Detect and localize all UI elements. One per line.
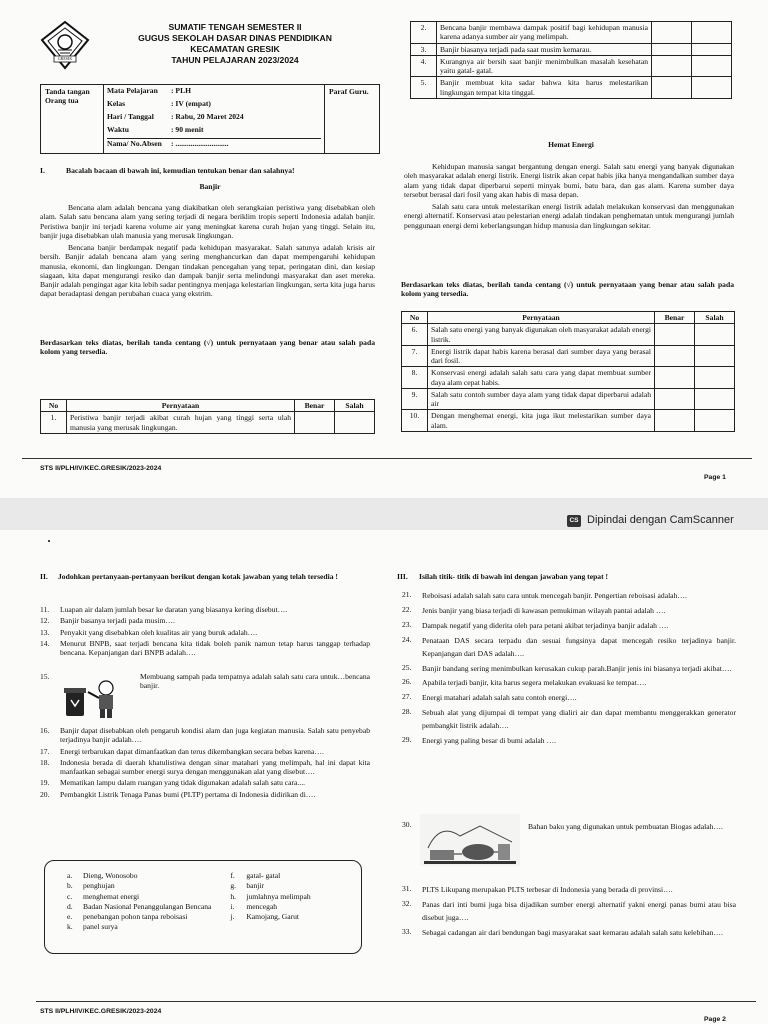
question-item: 23. Dampak negatif yang diderita oleh para petani akibat terjadinya banjir adalah ….: [402, 619, 669, 630]
matching-questions-a: [40, 605, 370, 659]
boy-throwing-trash-icon: [62, 678, 122, 720]
salah-cell[interactable]: [692, 22, 732, 44]
question-item: 24. Penataan DAS secara terpadu dan sesuai fungsinya dapat mencegah resiko terjadinya banjir. Kepanjangan dari DAS adalah….: [402, 634, 736, 658]
header-line1: SUMATIF TENGAH SEMESTER II: [168, 22, 302, 32]
parent-signature-label: Tanda tangan Orang tua: [45, 87, 90, 106]
footer-divider: [22, 458, 752, 459]
camscanner-icon: CS: [567, 515, 581, 527]
page-number: Page 1: [704, 474, 726, 481]
table-row: 10. Dengan menghemat energi, kita juga ikut melestarikan sumber daya alam.: [402, 410, 735, 432]
question-item: 21. Reboisasi adalah salah satu cara untuk mencegah banjir. Pengertian reboisasi adalah….: [402, 590, 687, 600]
table-row: 2. Bencana banjir membawa dampak positif bagi kehidupan manusia karena adanya sumber air yang melimpah.: [411, 22, 732, 44]
info-row: Kelas : IV (empat): [107, 99, 211, 108]
table-row: 4. Kurangnya air bersih saat banjir menimbulkan masalah kesehatan yaitu gatal- gatal.: [411, 55, 732, 77]
answer-option: g. banjir: [230, 881, 265, 891]
table-row: 1. Peristiwa banjir terjadi akibat curah hujan yang tinggi serta ulah manusia yang merusak lingkungan.: [41, 412, 375, 434]
question-15-text: Membuang sampah pada tempatnya adalah salah satu cara untuk…bencana banjir.: [140, 672, 370, 691]
statement-table-2: [401, 311, 735, 432]
table-row: 3. Banjir biasanya terjadi pada saat musim kemarau.: [411, 43, 732, 55]
page-number: Page 2: [704, 1016, 726, 1023]
benar-cell[interactable]: [655, 367, 695, 389]
page-1: [0, 0, 768, 498]
table-row: 8. Konservasi energi adalah salah satu cara yang dapat membuat sumber daya alam cepat habis.: [402, 367, 735, 389]
answer-option: h. jumlahnya melimpah: [230, 891, 311, 901]
benar-cell[interactable]: [652, 43, 692, 55]
salah-cell[interactable]: [695, 345, 735, 367]
question-30-number: 30.: [402, 820, 412, 829]
info-row: Hari / Tanggal : Rabu, 20 Maret 2024: [107, 112, 244, 121]
question-item: 28. Sebuah alat yang dijumpai di tempat yang dialiri air dan dapat membantu menggerakkan generator pembangkit listrik adalah….: [402, 707, 736, 731]
benar-cell[interactable]: [652, 22, 692, 44]
section3-instruction: III. Isilah titik- titik di bawah ini dengan jawaban yang tepat !: [397, 572, 609, 581]
answer-option: j. Kamojang, Garut: [230, 912, 300, 921]
table-row: 5. Banjir membuat kita sadar bahwa kita harus melestarikan lingkungan tempat kita tinggal.: [411, 77, 732, 99]
answer-option: k. panel surya: [67, 922, 118, 932]
question-item: 33. Sebagai cadangan air dari bendungan bagi masyarakat saat kemarau adalah salah satu kelebihan….: [402, 926, 723, 937]
question-item: 13. Penyakit yang disebabkan oleh kualitas air yang buruk adalah….: [40, 627, 258, 637]
header-line4: TAHUN PELAJARAN 2023/2024: [171, 55, 299, 65]
question-item: 17. Energi terbarukan dapat dimanfaatkan dan terus dikembangkan secara bebas karena….: [40, 746, 324, 756]
answer-box: [44, 860, 362, 954]
salah-cell[interactable]: [695, 410, 735, 432]
fill-questions-b: [402, 884, 736, 942]
header-line2: GUGUS SEKOLAH DASAR DINAS PENDIDIKAN: [138, 33, 332, 43]
salah-cell[interactable]: [692, 55, 732, 77]
question-item: 12. Banjir basanya terjadi pada musim….: [40, 616, 175, 626]
statement-table-1: [40, 399, 375, 434]
info-row: Nama/ No.Absen : ............................: [107, 138, 321, 151]
logo-text: GRESIK: [57, 56, 73, 61]
question-item: 19. Mematikan lampu dalam ruangan yang tidak digunakan adalah salah satu cara....: [40, 778, 306, 788]
question-item: 32. Panas dari inti bumi juga bisa dijadikan sumber energi alternatif yakni energi panas bumi atau bisa disebut juga….: [402, 898, 736, 922]
answer-option: b. penghujan: [67, 881, 115, 891]
benar-cell[interactable]: [655, 388, 695, 410]
salah-cell[interactable]: [692, 43, 732, 55]
gresik-logo-icon: [40, 20, 90, 70]
reading-paragraph: Kehidupan manusia sangat bergantung dengan energi. Salah satu energi yang banyak digunakan oleh masyarakat adalah energi listrik. Energi listrik akan cepat habis jika hanya mengandalkan sumber daya alam yang tidak dapat diperbarui seperti minyak bumi, batu bara, dan gas alam. Karena sumber daya tersebut berasal dari fosil yang akan habis di masa depan.: [404, 162, 734, 199]
table-header-row: No Pernyataan Benar Salah: [402, 312, 735, 324]
teacher-initial-label: Paraf Guru.: [329, 87, 369, 96]
answer-option: c. menghemat energi: [67, 891, 140, 901]
question-item: 16. Banjir dapat disebabkan oleh pengaruh kondisi alam dan juga kegiatan manusia. Salah satu penyebab terjadinya banjir adalah….: [40, 726, 370, 745]
biogas-diagram-icon: [420, 814, 520, 866]
table-row: 9. Salah satu contoh sumber daya alam yang tidak dapat diperbarui adalah air: [402, 388, 735, 410]
matching-questions-b: [40, 726, 370, 801]
answer-option: d. Badan Nasional Penanggulangan Bencana: [67, 901, 212, 911]
question-item: 18. Indonesia berada di daerah khatulistiwa dengan sinar matahari yang melimpah, hal ini dapat kita manfaatkan sebagai sumber energi surya dengan menggunakan alat yang disebut….: [40, 757, 370, 776]
benar-cell[interactable]: [295, 412, 335, 434]
salah-cell[interactable]: [692, 77, 732, 99]
benar-cell[interactable]: [652, 77, 692, 99]
question-item: 14. Menurut BNPB, saat terjadi bencana kita tidak boleh panik namun tetap harus tanggap terhadap bencana. Kepanjangan dari BNPB adalah….: [40, 638, 370, 657]
question-item: 29. Energi yang paling besar di bumi adalah ….: [402, 735, 556, 746]
table2-instruction: Berdasarkan teks diatas, berilah tanda centang (√) untuk pernyataan yang benar atau salah pada kolom yang tersedia.: [401, 280, 734, 299]
camscanner-watermark: CS Dipindai dengan CamScanner: [567, 514, 734, 527]
table-header-row: No Pernyataan Benar Salah: [41, 400, 375, 412]
answer-option: e. penebangan pohon tanpa reboisasi: [67, 912, 188, 921]
question-item: 11. Luapan air dalam jumlah besar ke daratan yang biasanya kering disebut….: [40, 605, 288, 614]
benar-cell[interactable]: [655, 345, 695, 367]
info-row: Mata Pelajaran : PLH: [107, 86, 192, 95]
reading-title-hemat-energi: Hemat Energi: [548, 140, 594, 149]
answer-option: i. mencegah: [230, 901, 278, 911]
answer-option: a. Dieng, Wonosobo: [67, 871, 138, 880]
header-line3: KECAMATAN GRESIK: [190, 44, 280, 54]
benar-cell[interactable]: [652, 55, 692, 77]
question-item: 22. Jenis banjir yang biasa terjadi di kawasan pemukiman wilayah pantai adalah ….: [402, 604, 666, 615]
student-info-box: [40, 84, 380, 154]
reading-paragraph: Bencana alam adalah bencana yang diakibatkan oleh serangkaian peristiwa yang disebabkan oleh alam. Salah satu bencana alam yang sering terjadi di negara beriklim tropis seperti Indonesia adalah banjir. Peristiwa banjir ini terjadi karena volume air yang meningkat karena curah hujan yang tinggi. Selain itu, banjir juga disebabkan ulah manusia yang merusak lingkungan.: [40, 203, 375, 240]
answer-option: f. gatal- gatal: [230, 871, 281, 880]
salah-cell[interactable]: [695, 324, 735, 346]
page-2: [0, 530, 768, 1024]
footer-code: STS II/PLH/IV/KEC.GRESIK/2023-2024: [40, 465, 162, 472]
reading-hemat-energi: [404, 162, 734, 233]
fill-questions-a: [402, 590, 736, 750]
benar-cell[interactable]: [655, 324, 695, 346]
reading-banjir: [40, 203, 375, 302]
section1-instruction: I. Bacalah bacaan di bawah ini, kemudian tentukan benar dan salahnya!: [40, 166, 295, 175]
statement-table-1-cont: [410, 21, 732, 99]
footer-divider: [36, 1001, 756, 1002]
table-row: 7. Energi listrik dapat habis karena berasal dari sumber daya yang berasal dari fosil.: [402, 345, 735, 367]
reading-paragraph: Bencana banjir berdampak negatif pada kehidupan masyarakat. Salah satunya adalah krisis air bersih. Banjir adalah bencana alam yang sering menghancurkan dan dapat mempengaruhi kehidupan manusia, ekonomi, dan lingkungan. Dengan tindakan pencegahan yang tepat, peringatan dini, dan kesiap siagaan, kita dapat mengurangi resiko dan dampak banjir serta melindungi masyarakat dan aset mereka. Banjir adalah pengingat agar kita lebih sadar pentingnya menjaga kelestarian lingkungan, serta kita juga harus dapat beradaptasi dengan perubahan cuaca yang ekstrim.: [40, 243, 375, 299]
salah-cell[interactable]: [695, 367, 735, 389]
benar-cell[interactable]: [655, 410, 695, 432]
info-rows: [107, 86, 321, 151]
salah-cell[interactable]: [335, 412, 375, 434]
exam-header: [100, 22, 370, 66]
info-row: Waktu : 90 menit: [107, 125, 204, 134]
question-30-text: Bahan baku yang digunakan untuk pembuatan Biogas adalah….: [528, 822, 723, 831]
table1-instruction: Berdasarkan teks diatas, berilah tanda centang (√) untuk pernyataan yang benar atau salah pada kolom yang tersedia.: [40, 338, 375, 357]
reading-title-banjir: Banjir: [199, 182, 221, 191]
footer-code: STS II/PLH/IV/KEC.GRESIK/2023-2024: [40, 1008, 162, 1015]
question-item: 15.: [40, 672, 50, 681]
table-row: 6. Salah satu energi yang banyak digunakan oleh masyarakat adalah energi listrik.: [402, 324, 735, 346]
question-item: 27. Energi matahari adalah salah satu contoh energi….: [402, 692, 577, 703]
reading-paragraph: Salah satu cara untuk melestarikan energi listrik adalah melakukan konservasi dan menggunakan energi alternatif. Konservasi atau pelestarian energi adalah tindakan penghematan untuk mengurangi jumlah penggunaan energi demi keberlangsungan hidup manusia dan lingkungan sekitar.: [404, 202, 734, 230]
question-item: 31. PLTS Likupang merupakan PLTS terbesar di Indonesia yang berada di provinsi….: [402, 884, 673, 894]
question-item: 20. Pembangkit Listrik Tenaga Panas bumi (PLTP) pertama di Indonesia didirikan di….: [40, 789, 316, 799]
section2-instruction: II. Jodohkan pertanyaan-pertanyaan berikut dengan kotak jawaban yang telah tersedia !: [40, 572, 338, 581]
page-gap: [0, 498, 768, 530]
salah-cell[interactable]: [695, 388, 735, 410]
question-item: 26. Apabila terjadi banjir, kita harus segera melakukan evakuasi ke tempat….: [402, 677, 647, 688]
question-item: 25. Banjir bandang sering menimbulkan kerusakan cukup parah.Banjir jenis ini biasanya terjadi akibat….: [402, 662, 732, 673]
